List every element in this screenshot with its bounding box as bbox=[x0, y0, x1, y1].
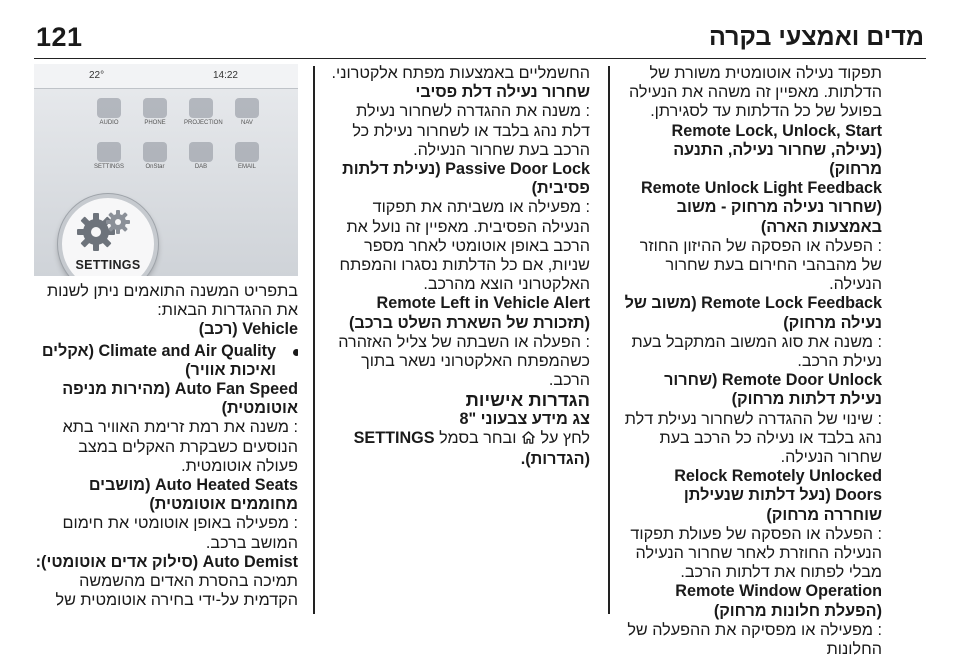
settings-paren: (הגדרות). bbox=[520, 450, 590, 469]
paragraph bbox=[624, 333, 882, 371]
setting-unlock-light-feedback-text: : הפעלה או הפסקה של ההיזון החוזר של מהבהבי החירום בעת שחרור הנעילה. bbox=[639, 236, 882, 294]
paragraph bbox=[34, 418, 298, 476]
gear-icon bbox=[76, 208, 136, 261]
setting-auto-fan-speed: Auto Fan Speed (מהירות מניפה אוטומטית) bbox=[62, 380, 298, 418]
temperature-readout: 22° bbox=[89, 70, 105, 81]
left-column bbox=[34, 282, 298, 610]
setting-window-operation-text: : מפעילה או מפסיקה את ההפעלה של החלונות bbox=[627, 620, 882, 659]
app-icon bbox=[97, 142, 121, 162]
right-column bbox=[624, 64, 882, 659]
paragraph: תפקוד נעילה אוטומטית משורת של הדלתות. מאפיין זה משהה את הנעילה בפועל של כל הדלתות עד לסגירתן. bbox=[629, 64, 882, 121]
settings-label: SETTINGS bbox=[75, 258, 141, 272]
paragraph: תמיכה בהסרת האדים מהשמשה הקדמית על-ידי בחירה אוטומטית של bbox=[55, 572, 298, 610]
setting-auto-heated-seats: Auto Heated Seats (מושבים מחוממים אוטומטית) bbox=[88, 476, 298, 514]
setting-door-unlock-text: : שינוי של ההגדרה לשחרור נעילת דלת נהג בלבד או נעילה כל הרכב בעת שחרור הנעילה. bbox=[624, 409, 882, 467]
paragraph: בתפריט המשנה התואמים ניתן לשנות את ההגדרות הבאות: bbox=[46, 282, 298, 320]
paragraph bbox=[328, 429, 590, 469]
middle-column bbox=[328, 64, 590, 469]
app-tile bbox=[92, 98, 126, 126]
app-tile bbox=[184, 142, 218, 170]
bullet-remote-lock: Remote Lock, Unlock, Start (נעילה, שחרור נעילה, התנעה מרחוק) bbox=[624, 122, 882, 180]
setting-passive-unlock-text: : משנה את ההגדרה לשחרור נעילת דלת נהג בלבד או לשחרור נעילת כל הרכב בעת שחרור הנעילה. bbox=[352, 102, 590, 159]
setting-left-in-vehicle-alert-text: : הפעלה או השבתה של צליל האזהרה כשהמפתח האלקטרוני נשאר בתוך הרכב. bbox=[338, 332, 590, 390]
app-tile bbox=[230, 98, 264, 126]
setting-unlock-light-feedback: Remote Unlock Light Feedback (שחרור נעילה מרחוק - משוב באמצעות הארה) bbox=[640, 179, 882, 236]
app-icon bbox=[189, 98, 213, 118]
status-bar bbox=[34, 64, 298, 89]
paragraph: החשמליים באמצעות מפתח אלקטרוני. bbox=[331, 64, 590, 82]
app-icon bbox=[143, 142, 167, 162]
bullet-climate: Climate and Air Quality (אקלים ואיכות אוויר) bbox=[34, 342, 276, 380]
column-divider bbox=[608, 66, 610, 614]
setting-auto-fan-speed-text: : משנה את רמת זרימת האוויר בתא הנוסעים כשבקרת האקלים במצב פעולה אוטומטית. bbox=[62, 418, 298, 475]
section-title: הגדרות אישיות bbox=[465, 389, 590, 411]
setting-relock: Relock Remotely Unlocked Doors (נעל דלתות שנעילתן שוחררה מרחוק) bbox=[674, 467, 882, 524]
setting-passive-door-lock: Passive Door Lock (נעילת דלתות פסיבית) bbox=[342, 160, 590, 198]
app-label: NAV bbox=[241, 120, 253, 126]
paragraph bbox=[624, 621, 882, 659]
app-tile bbox=[230, 142, 264, 170]
setting-passive-door-lock-text: : מפעילה או משביתה את תפקוד הנעילה הפסיבית. מאפיין זה נועל את הרכב באופן אוטומטי לאחר מספר שניות, אם כל הדלתות נסגרו והמפתח האלקטרוני הוצא מהרכב. bbox=[339, 198, 590, 294]
app-icon bbox=[189, 142, 213, 162]
app-label: AUDIO bbox=[99, 120, 119, 126]
app-icon bbox=[97, 98, 121, 118]
app-icon bbox=[235, 142, 259, 162]
app-icon bbox=[235, 98, 259, 118]
app-label: SETTINGS bbox=[93, 164, 124, 170]
text: לחץ על bbox=[540, 428, 590, 447]
app-label: PHONE bbox=[144, 120, 166, 126]
setting-door-unlock: Remote Door Unlock (שחרור נעילת דלתות מרחוק) bbox=[664, 371, 882, 409]
setting-passive-unlock: שחרור נעילה דלת פסיבי bbox=[415, 83, 590, 102]
clock-readout: 14:22 bbox=[212, 70, 238, 81]
paragraph bbox=[624, 237, 882, 295]
paragraph bbox=[34, 514, 298, 552]
text: ובחר בסמל bbox=[439, 428, 517, 447]
app-tile bbox=[184, 98, 223, 126]
app-tile bbox=[138, 142, 172, 170]
setting-auto-heated-seats-text: : מפעילה באופן אוטומטי את חימום המושב ברכב. bbox=[62, 514, 298, 552]
app-icon bbox=[143, 98, 167, 118]
settings-label: SETTINGS bbox=[353, 428, 435, 447]
setting-window-operation: Remote Window Operation (הפעלת חלונות מרחוק) bbox=[675, 582, 882, 620]
paragraph bbox=[328, 198, 590, 294]
vehicle-heading: Vehicle (רכב) bbox=[198, 320, 298, 339]
setting-auto-demist: Auto Demist (סילוק אדים אוטומטי): bbox=[35, 552, 298, 571]
paragraph bbox=[624, 410, 882, 468]
setting-left-in-vehicle-alert: Remote Left in Vehicle Alert (תזכורת של השארת השלט ברכב) bbox=[349, 294, 590, 332]
display-heading: צג מידע צבעוני "8 bbox=[459, 409, 590, 428]
paragraph bbox=[328, 102, 590, 160]
column-divider bbox=[313, 66, 315, 614]
app-label: EMAIL bbox=[237, 164, 256, 170]
page-number: 121 bbox=[36, 22, 83, 52]
page-title: מדים ואמצעי בקרה bbox=[708, 23, 924, 51]
app-label: DAB bbox=[194, 164, 208, 170]
paragraph bbox=[328, 333, 590, 391]
paragraph bbox=[624, 525, 882, 583]
app-label: OnStar bbox=[145, 164, 165, 170]
setting-relock-text: : הפעלה או הפסקה של פעולת תפקוד הנעילה החוזרת לאחר שחרור הנעילה מבלי לפתוח את דלתות הרכב. bbox=[630, 524, 882, 582]
page-header bbox=[34, 0, 926, 59]
app-label: PROJECTION bbox=[184, 120, 223, 126]
settings-screen-illustration bbox=[34, 64, 298, 276]
app-tile bbox=[92, 142, 126, 170]
setting-lock-feedback: Remote Lock Feedback (משוב של נעילה מרחוק) bbox=[624, 294, 882, 332]
home-icon bbox=[521, 430, 536, 450]
setting-lock-feedback-text: : משנה את סוג המשוב המתקבל בעת נעילת הרכב. bbox=[631, 332, 882, 371]
app-tile bbox=[138, 98, 172, 126]
settings-magnifier bbox=[58, 194, 158, 276]
